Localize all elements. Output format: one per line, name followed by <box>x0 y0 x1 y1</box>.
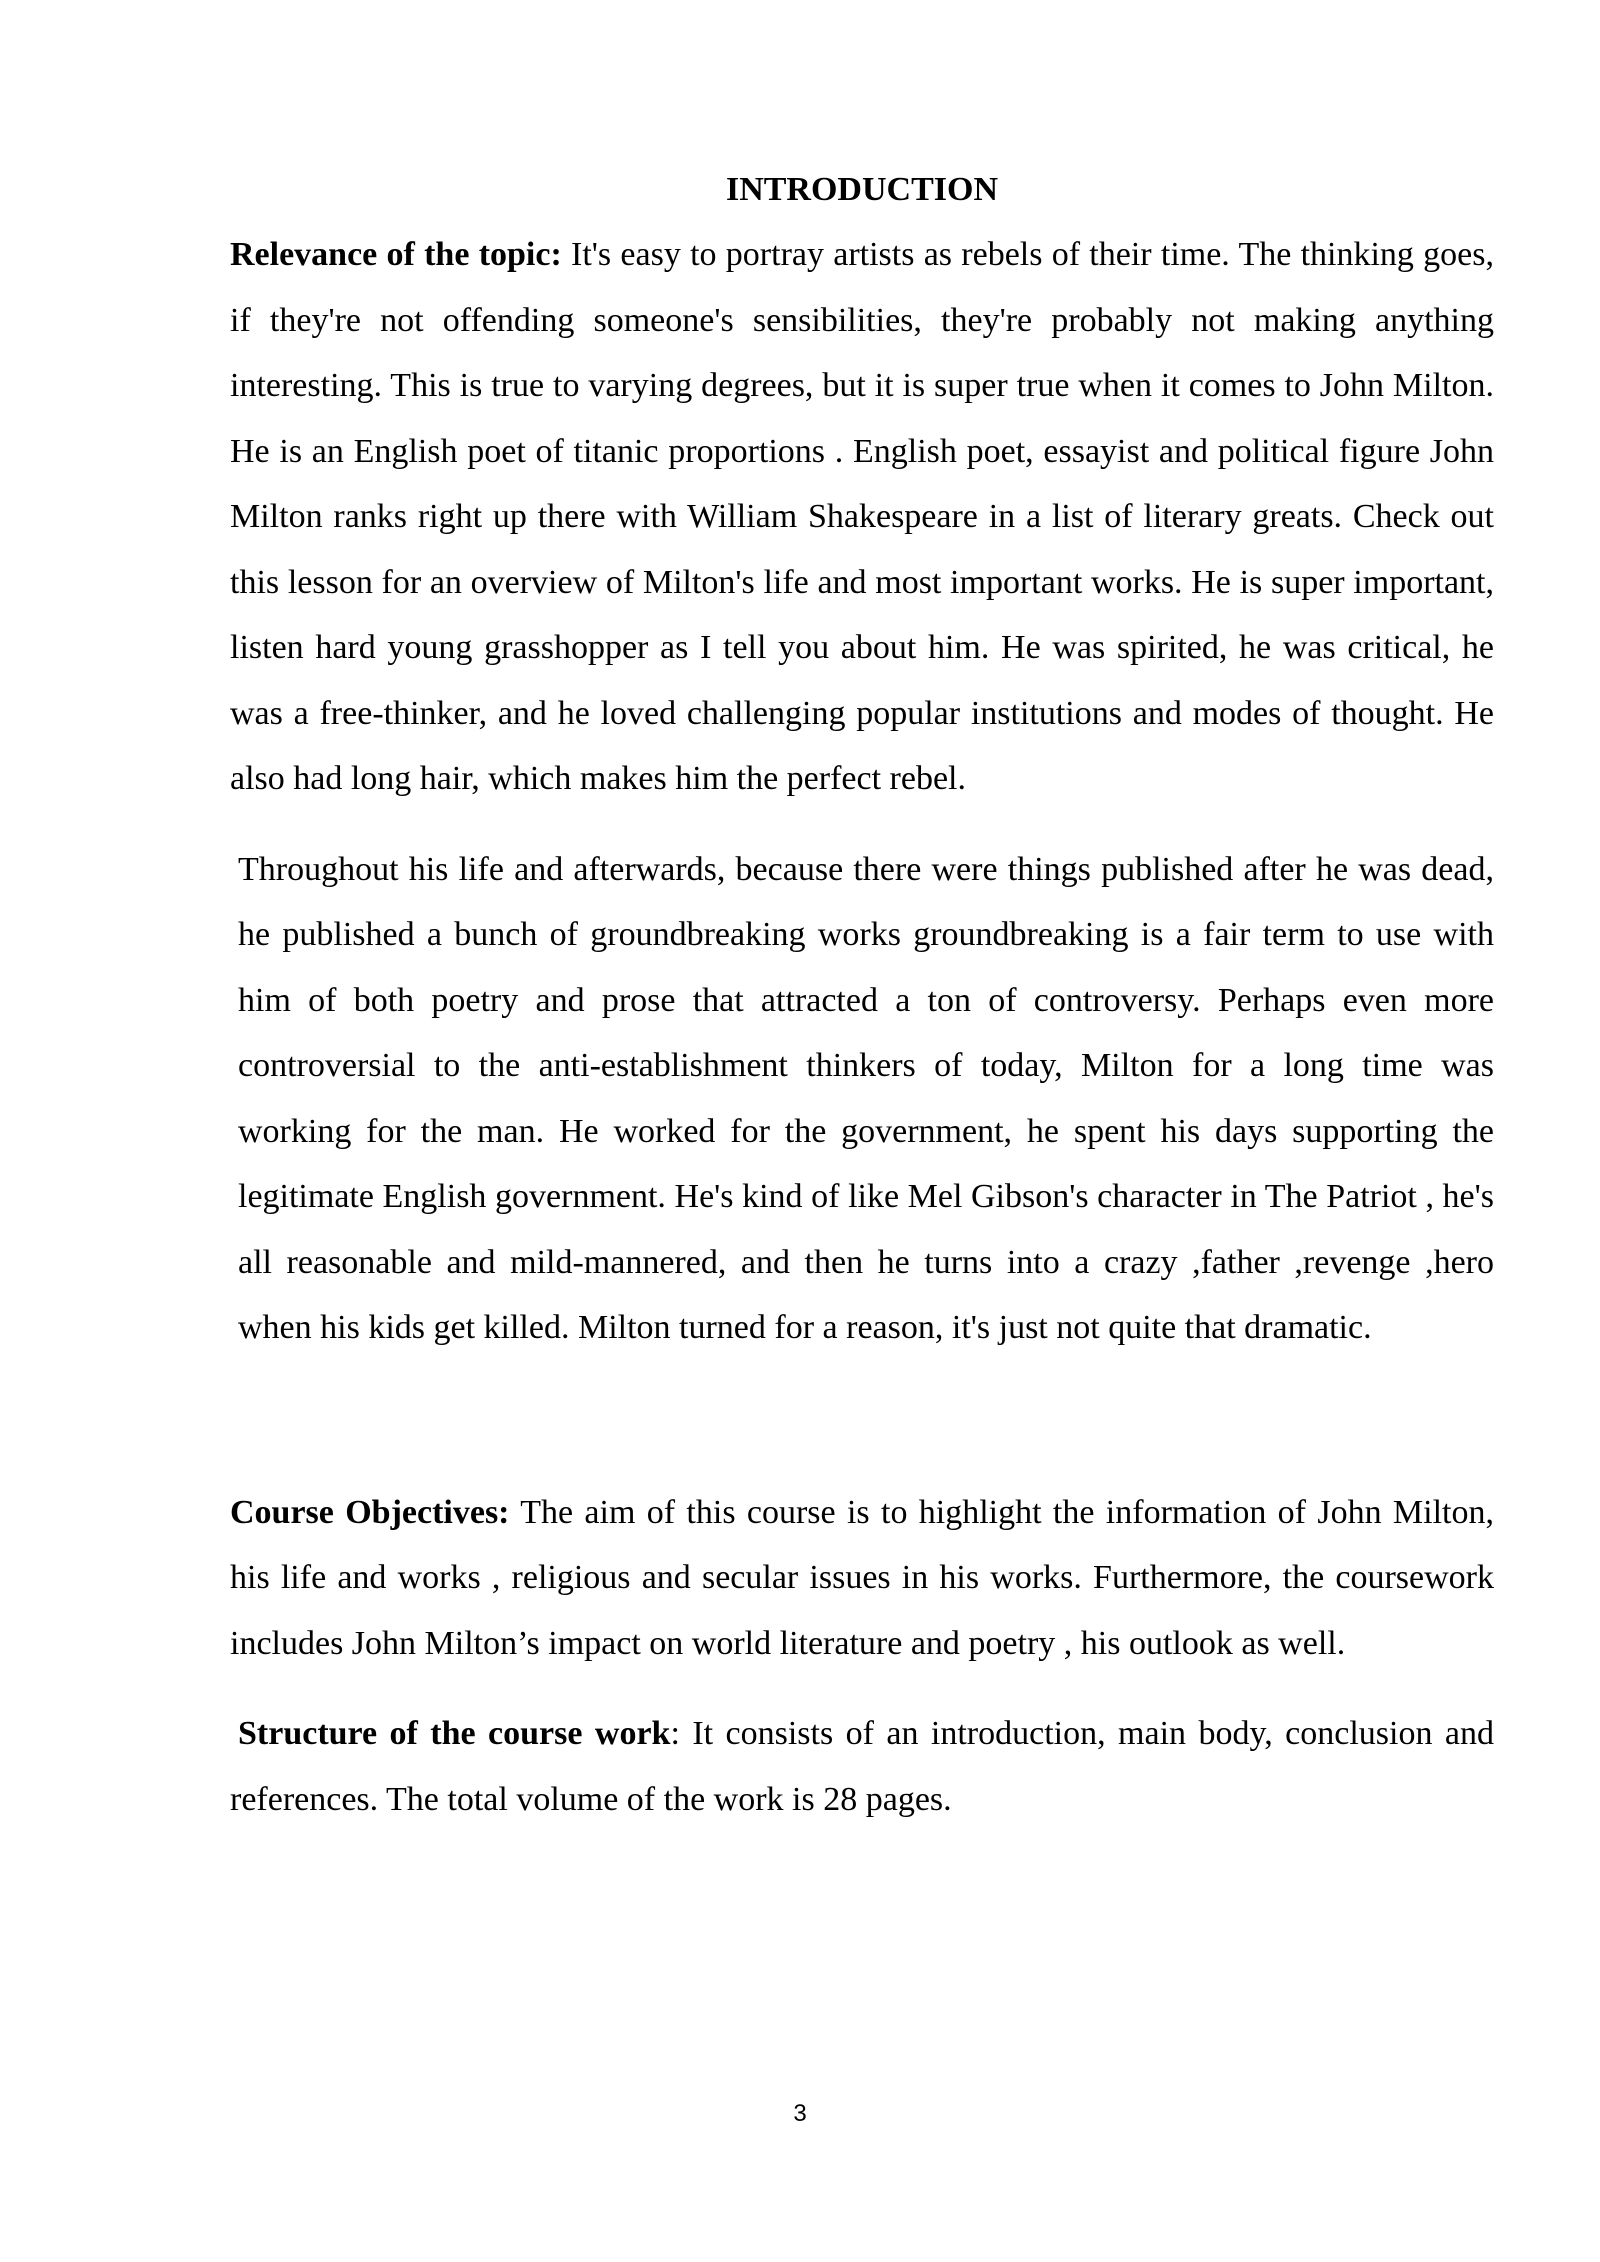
structure-label: Structure of the course work <box>238 1715 671 1752</box>
course-objectives-text: The aim of this course is to highlight the information of John Milton, his life and works , religious and secular issues in his works. Furthermore, the coursework includes John Milton’s impact on world literature and poetry , his outlook as well. <box>230 1493 1494 1662</box>
structure-paragraph <box>230 1701 1494 1832</box>
relevance-paragraph <box>230 222 1494 812</box>
course-objectives-label: Course Objectives: <box>230 1493 510 1531</box>
relevance-label: Relevance of the topic: <box>230 236 562 273</box>
milton-history-paragraph <box>230 837 1494 1361</box>
relevance-text: It's easy to portray artists as rebels of their time. The thinking goes, if they're not offending someone's sensibilities, they're probably not making anything interesting. This is true to varying degrees, but it is super true when it comes to John Milton. He is an English poet of titanic proportions . English poet, essayist and political figure John Milton ranks right up there with William Shakespeare in a list of literary greats. Check out this lesson for an overview of Milton's life and most important works. He is super important, listen hard young grasshopper as I tell you about him. He was spirited, he was critical, he was a free-thinker, and he loved challenging popular institutions and modes of thought. He also had long hair, which makes him the perfect rebel. <box>230 236 1494 797</box>
structure-text: : It consists of an introduction, main body, conclusion and references. The total volume of the work is 28 pages. <box>230 1715 1494 1818</box>
page-number: 3 <box>793 2100 807 2127</box>
course-objectives-paragraph <box>230 1480 1494 1677</box>
page-content <box>230 160 1494 1832</box>
milton-history-text: Throughout his life and afterwards, because there were things published after he was dead, he published a bunch of groundbreaking works groundbreaking is a fair term to use with him of both poetry and prose that attracted a ton of controversy. Perhaps even more controversial to the anti-establishment thinkers of today, Milton for a long time was working for the man. He worked for the government, he spent his days supporting the legitimate English government. He's kind of like Mel Gibson's character in The Patriot , he's all reasonable and mild-mannered, and then he turns into a crazy ,father ,revenge ,hero when his kids get killed. Milton turned for a reason, it's just not quite that dramatic. <box>238 850 1494 1346</box>
section-heading: INTRODUCTION <box>725 171 999 208</box>
